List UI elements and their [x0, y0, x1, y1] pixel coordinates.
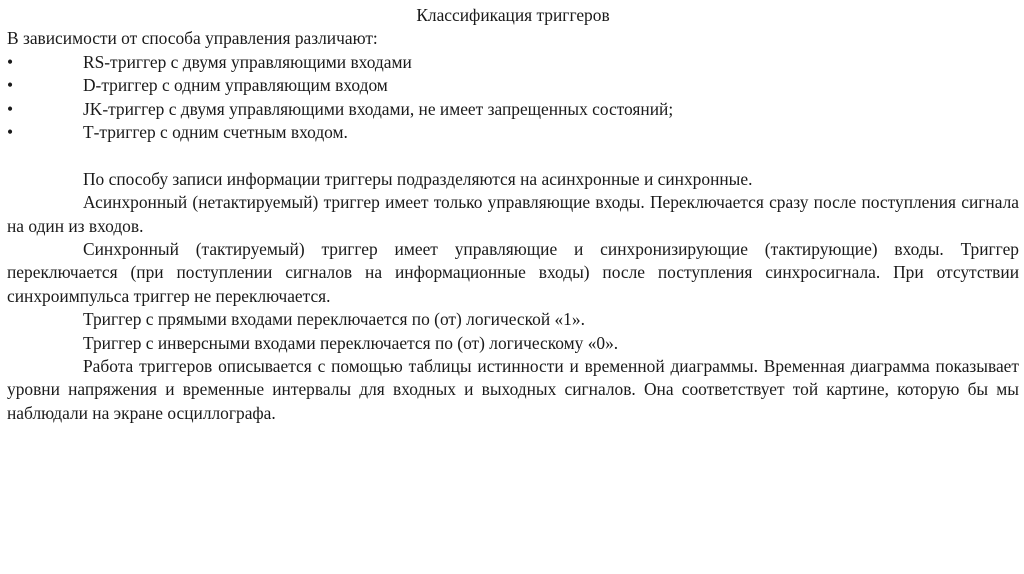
- list-item-text: JK-триггер с двумя управляющими входами, не имеет запрещенных состояний;: [83, 98, 674, 119]
- list-item: [7, 98, 1019, 121]
- list-item-text: RS-триггер с двумя управляющими входами: [83, 51, 412, 72]
- list-item-text: D-триггер с одним управляющим входом: [83, 75, 388, 96]
- trigger-type-list: [7, 51, 1019, 145]
- paragraph-timing-diagram: Работа триггеров описывается с помощью таблицы истинности и временной диаграммы. Временная диаграмма показывает уровни напряжения и временные интервалы для входных и выходных сигналов. Она соответствует той картине, которую бы мы наблюдали на экране осциллографа.: [7, 356, 1019, 423]
- document-title: Классификация триггеров: [416, 5, 610, 25]
- list-item: [7, 121, 1019, 144]
- bullet-icon: •: [7, 51, 14, 72]
- bullet-icon: •: [7, 122, 14, 143]
- paragraph-direct-inputs: Триггер с прямыми входами переключается по (от) логической «1».: [83, 309, 585, 330]
- list-item-text: Т-триггер с одним счетным входом.: [83, 122, 348, 143]
- paragraph-recording-method: По способу записи информации триггеры подразделяются на асинхронные и синхронные.: [83, 168, 753, 189]
- intro-text: В зависимости от способа управления различают:: [7, 28, 378, 49]
- paragraph-asynchronous: Асинхронный (нетактируемый) триггер имеет только управляющие входы. Переключается сразу после поступления сигнала на один из входов.: [7, 192, 1019, 236]
- paragraph-inverse-inputs: Триггер с инверсными входами переключается по (от) логическому «0».: [83, 332, 619, 353]
- bullet-icon: •: [7, 75, 14, 96]
- blank-line: [7, 144, 1019, 167]
- document-page: [7, 4, 1019, 425]
- list-item: [7, 74, 1019, 97]
- paragraph-synchronous: Синхронный (тактируемый) триггер имеет управляющие и синхронизирующие (тактирующие) входы. Триггер переключается (при поступлении сигналов на информационные входы) после поступления синхросигнала. При отсутствии синхроимпульса триггер не переключается.: [7, 239, 1019, 306]
- bullet-icon: •: [7, 98, 14, 119]
- list-item: [7, 51, 1019, 74]
